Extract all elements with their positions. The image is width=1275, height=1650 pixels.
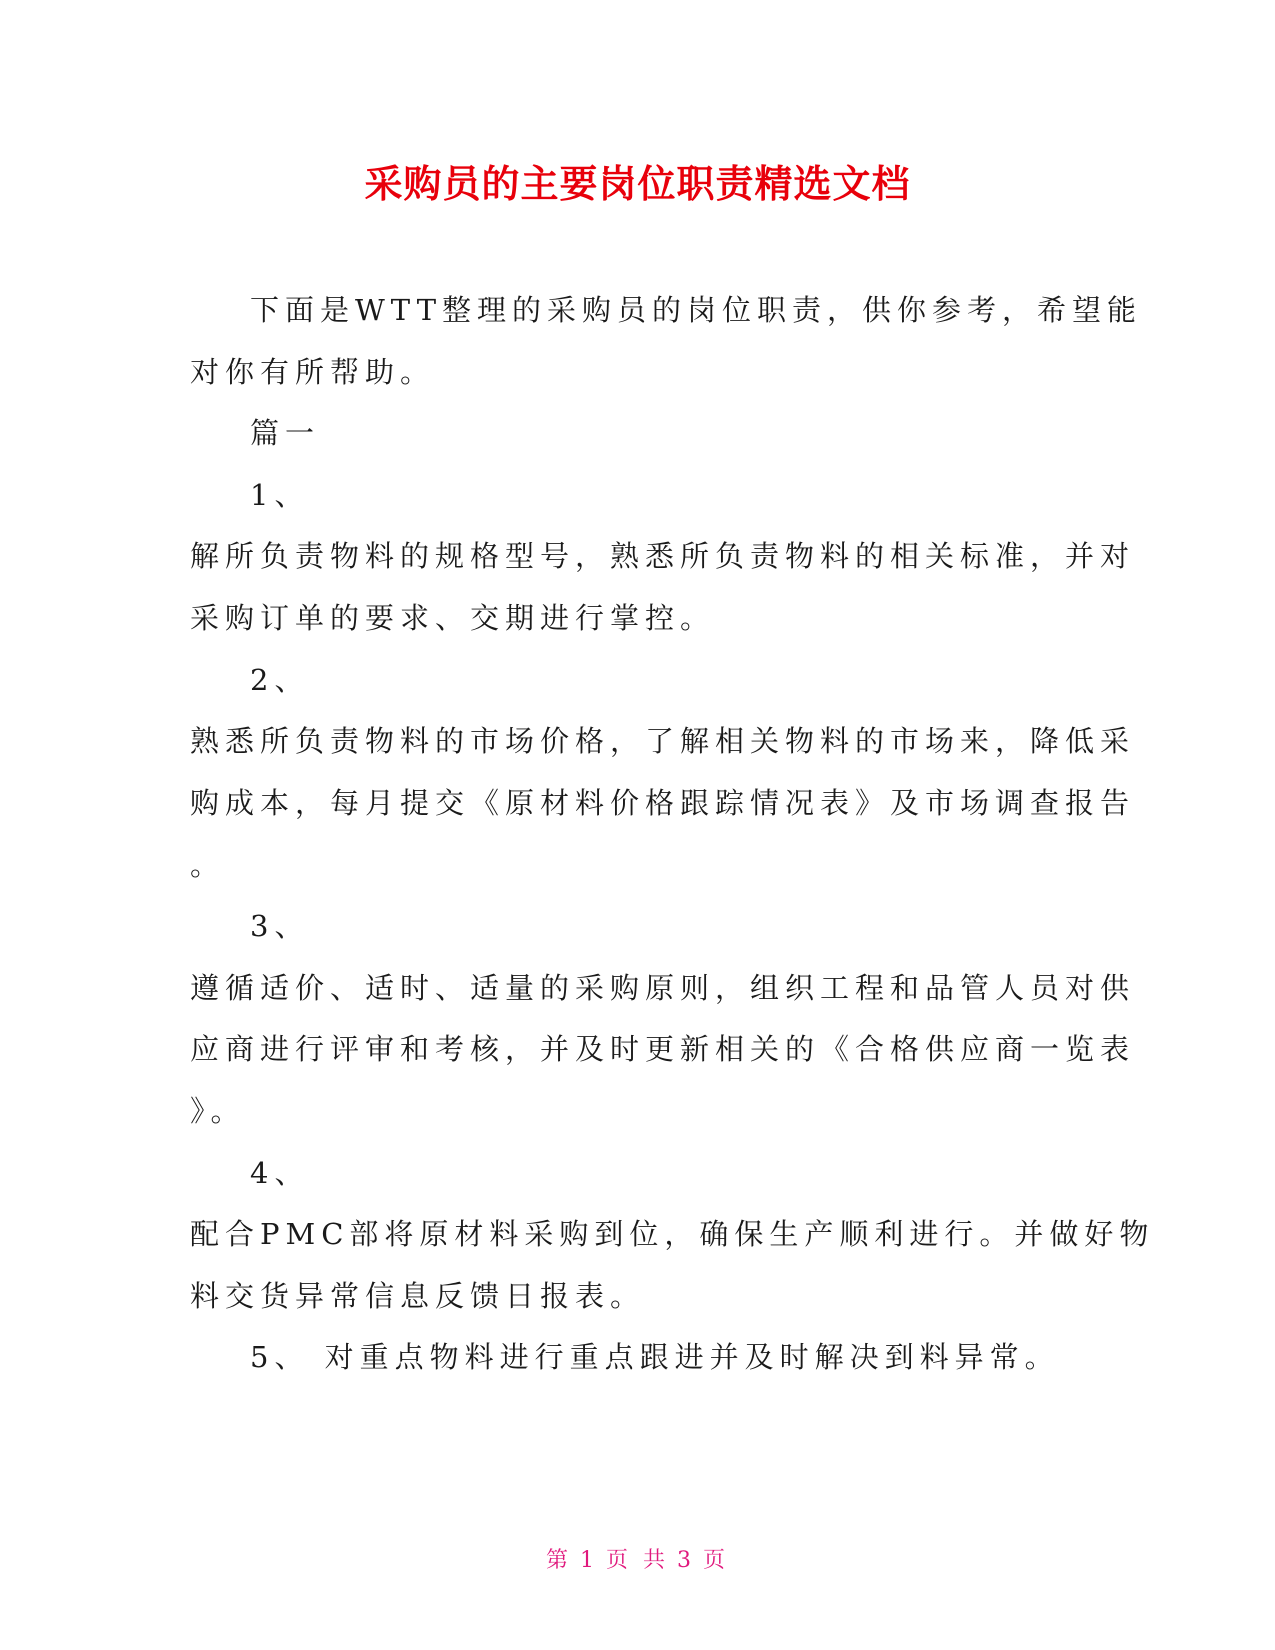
item-4-text-line-2: 料交货异常信息反馈日报表。	[190, 1279, 646, 1313]
item-4-text-line-1: 配合PMC部将原材料采购到位，确保生产顺利进行。并做好物	[190, 1217, 1155, 1251]
item-number-1: 1、	[250, 478, 310, 512]
footer-label-page: 第	[545, 1548, 572, 1573]
item-1-text-line-1: 解所负责物料的规格型号，熟悉所负责物料的相关标准，并对	[190, 539, 1136, 573]
item-2-text-line-1: 熟悉所负责物料的市场价格，了解相关物料的市场来，降低采	[190, 724, 1136, 758]
section-heading: 篇一	[250, 416, 321, 450]
item-2-text-line-2: 购成本，每月提交《原材料价格跟踪情况表》及市场调查报告	[190, 786, 1136, 820]
page-footer	[0, 1546, 1275, 1576]
item-number-2: 2、	[250, 663, 310, 697]
item-number-3: 3、	[250, 909, 310, 943]
item-2-text-line-3: 。	[190, 848, 226, 882]
footer-current-page: 1	[580, 1548, 598, 1573]
paragraph-intro-line-1: 下面是WTT整理的采购员的岗位职责，供你参考，希望能	[250, 293, 1143, 327]
item-3-text-line-1: 遵循适价、适时、适量的采购原则，组织工程和品管人员对供	[190, 971, 1136, 1005]
footer-total-pages: 3	[677, 1548, 695, 1573]
item-5-text: 5、 对重点物料进行重点跟进并及时解决到料异常。	[250, 1340, 1060, 1374]
paragraph-intro-line-2: 对你有所帮助。	[190, 355, 436, 389]
footer-label-of: 页 共	[606, 1548, 669, 1573]
document-title: 采购员的主要岗位职责精选文档	[364, 162, 911, 206]
footer-label-end: 页	[703, 1548, 730, 1573]
item-number-4: 4、	[250, 1156, 310, 1190]
item-1-text-line-2: 采购订单的要求、交期进行掌控。	[190, 601, 716, 635]
item-3-text-line-3: 》。	[190, 1094, 246, 1128]
item-3-text-line-2: 应商进行评审和考核，并及时更新相关的《合格供应商一览表	[190, 1032, 1136, 1066]
